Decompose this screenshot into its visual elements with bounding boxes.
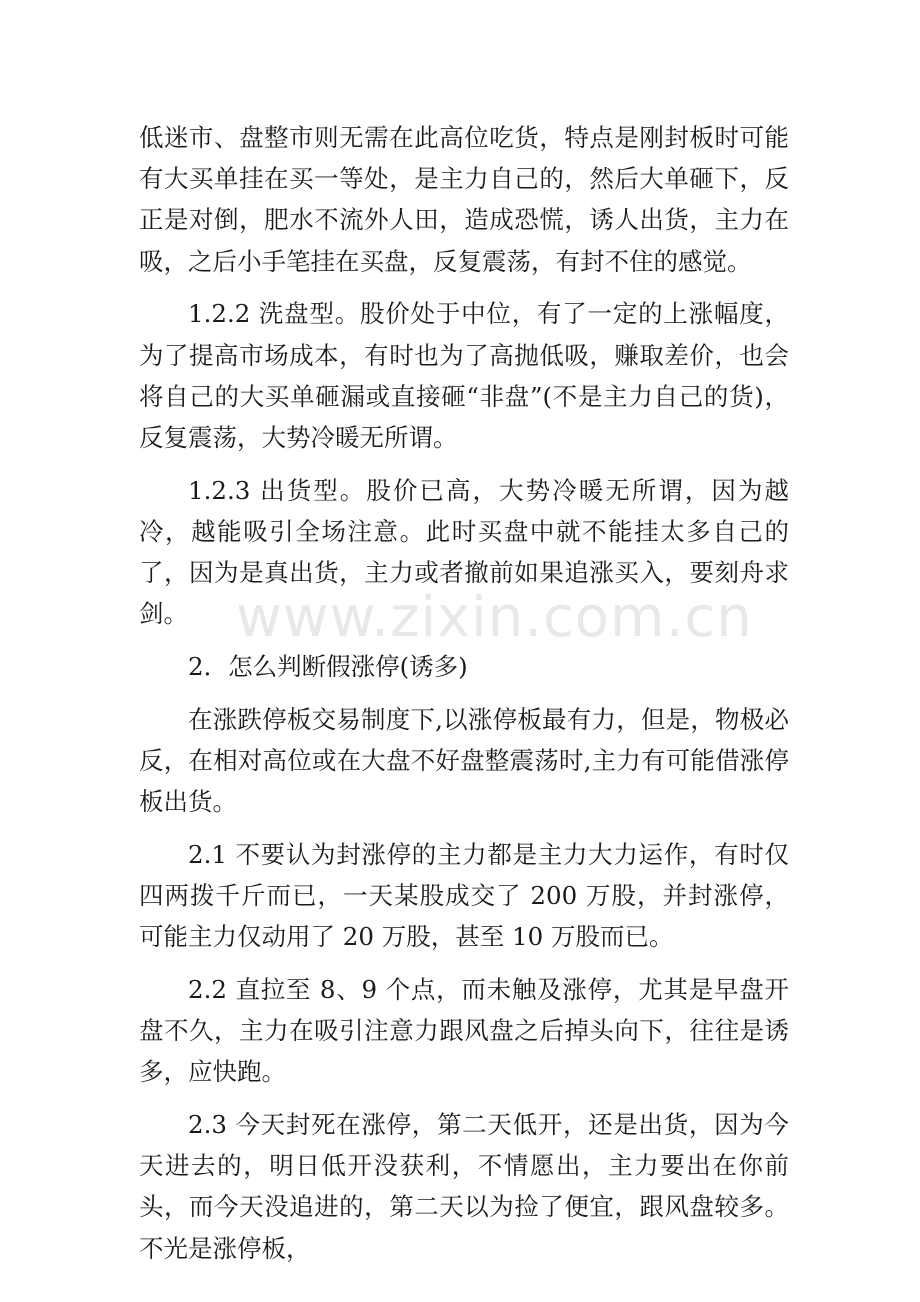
document-body [139, 117, 789, 1280]
paragraph-section-1-2-3: 1.2.3 出货型。股价已高，大势冷暖无所谓，因为越冷，越能吸引全场注意。此时买盘中就不能挂太多自己的了，因为是真出货，主力或者撤前如果追涨买入，要刻舟求剑。 [139, 475, 789, 629]
paragraph-section-2-2: 2.2 直拉至 8、9 个点，而未触及涨停，尤其是早盘开盘不久，主力在吸引注意力跟风盘之后掉头向下，往往是诱多，应快跑。 [139, 974, 789, 1087]
section-heading-2: 2．怎么判断假涨停(诱多) [188, 651, 468, 681]
watermark: www.zixin.com.cn [236, 585, 753, 650]
paragraph-section-2-intro: 在涨跌停板交易制度下,以涨停板最有力，但是，物极必反，在相对高位或在大盘不好盘整震荡时,主力有可能借涨停板出货。 [139, 704, 789, 817]
paragraph-section-1-2-2: 1.2.2 洗盘型。股价处于中位，有了一定的上涨幅度，为了提高市场成本，有时也为了高抛低吸，赚取差价，也会将自己的大买单砸漏或直接砸“非盘”(不是主力自己的货)，反复震荡，大势冷暖无所谓。 [139, 299, 789, 452]
paragraph-section-2-3: 2.3 今天封死在涨停，第二天低开，还是出货，因为今天进去的，明日低开没获利，不情愿出，主力要出在你前头，而今天没追进的，第二天以为捡了便宜，跟风盘较多。不光是涨停板， [139, 1109, 789, 1263]
paragraph-continuation: 低迷市、盘整市则无需在此高位吃货，特点是刚封板时可能有大买单挂在买一等处，是主力自己的，然后大单砸下，反正是对倒，肥水不流外人田，造成恐慌，诱人出货，主力在吸，之后小手笔挂在买盘，反复震荡，有封不住的感觉。 [139, 123, 789, 276]
paragraph-section-2-1: 2.1 不要认为封涨停的主力都是主力大力运作，有时仅四两拨千斤而已，一天某股成交了 200 万股，并封涨停，可能主力仅动用了 20 万股，甚至 10 万股而已。 [139, 839, 789, 952]
